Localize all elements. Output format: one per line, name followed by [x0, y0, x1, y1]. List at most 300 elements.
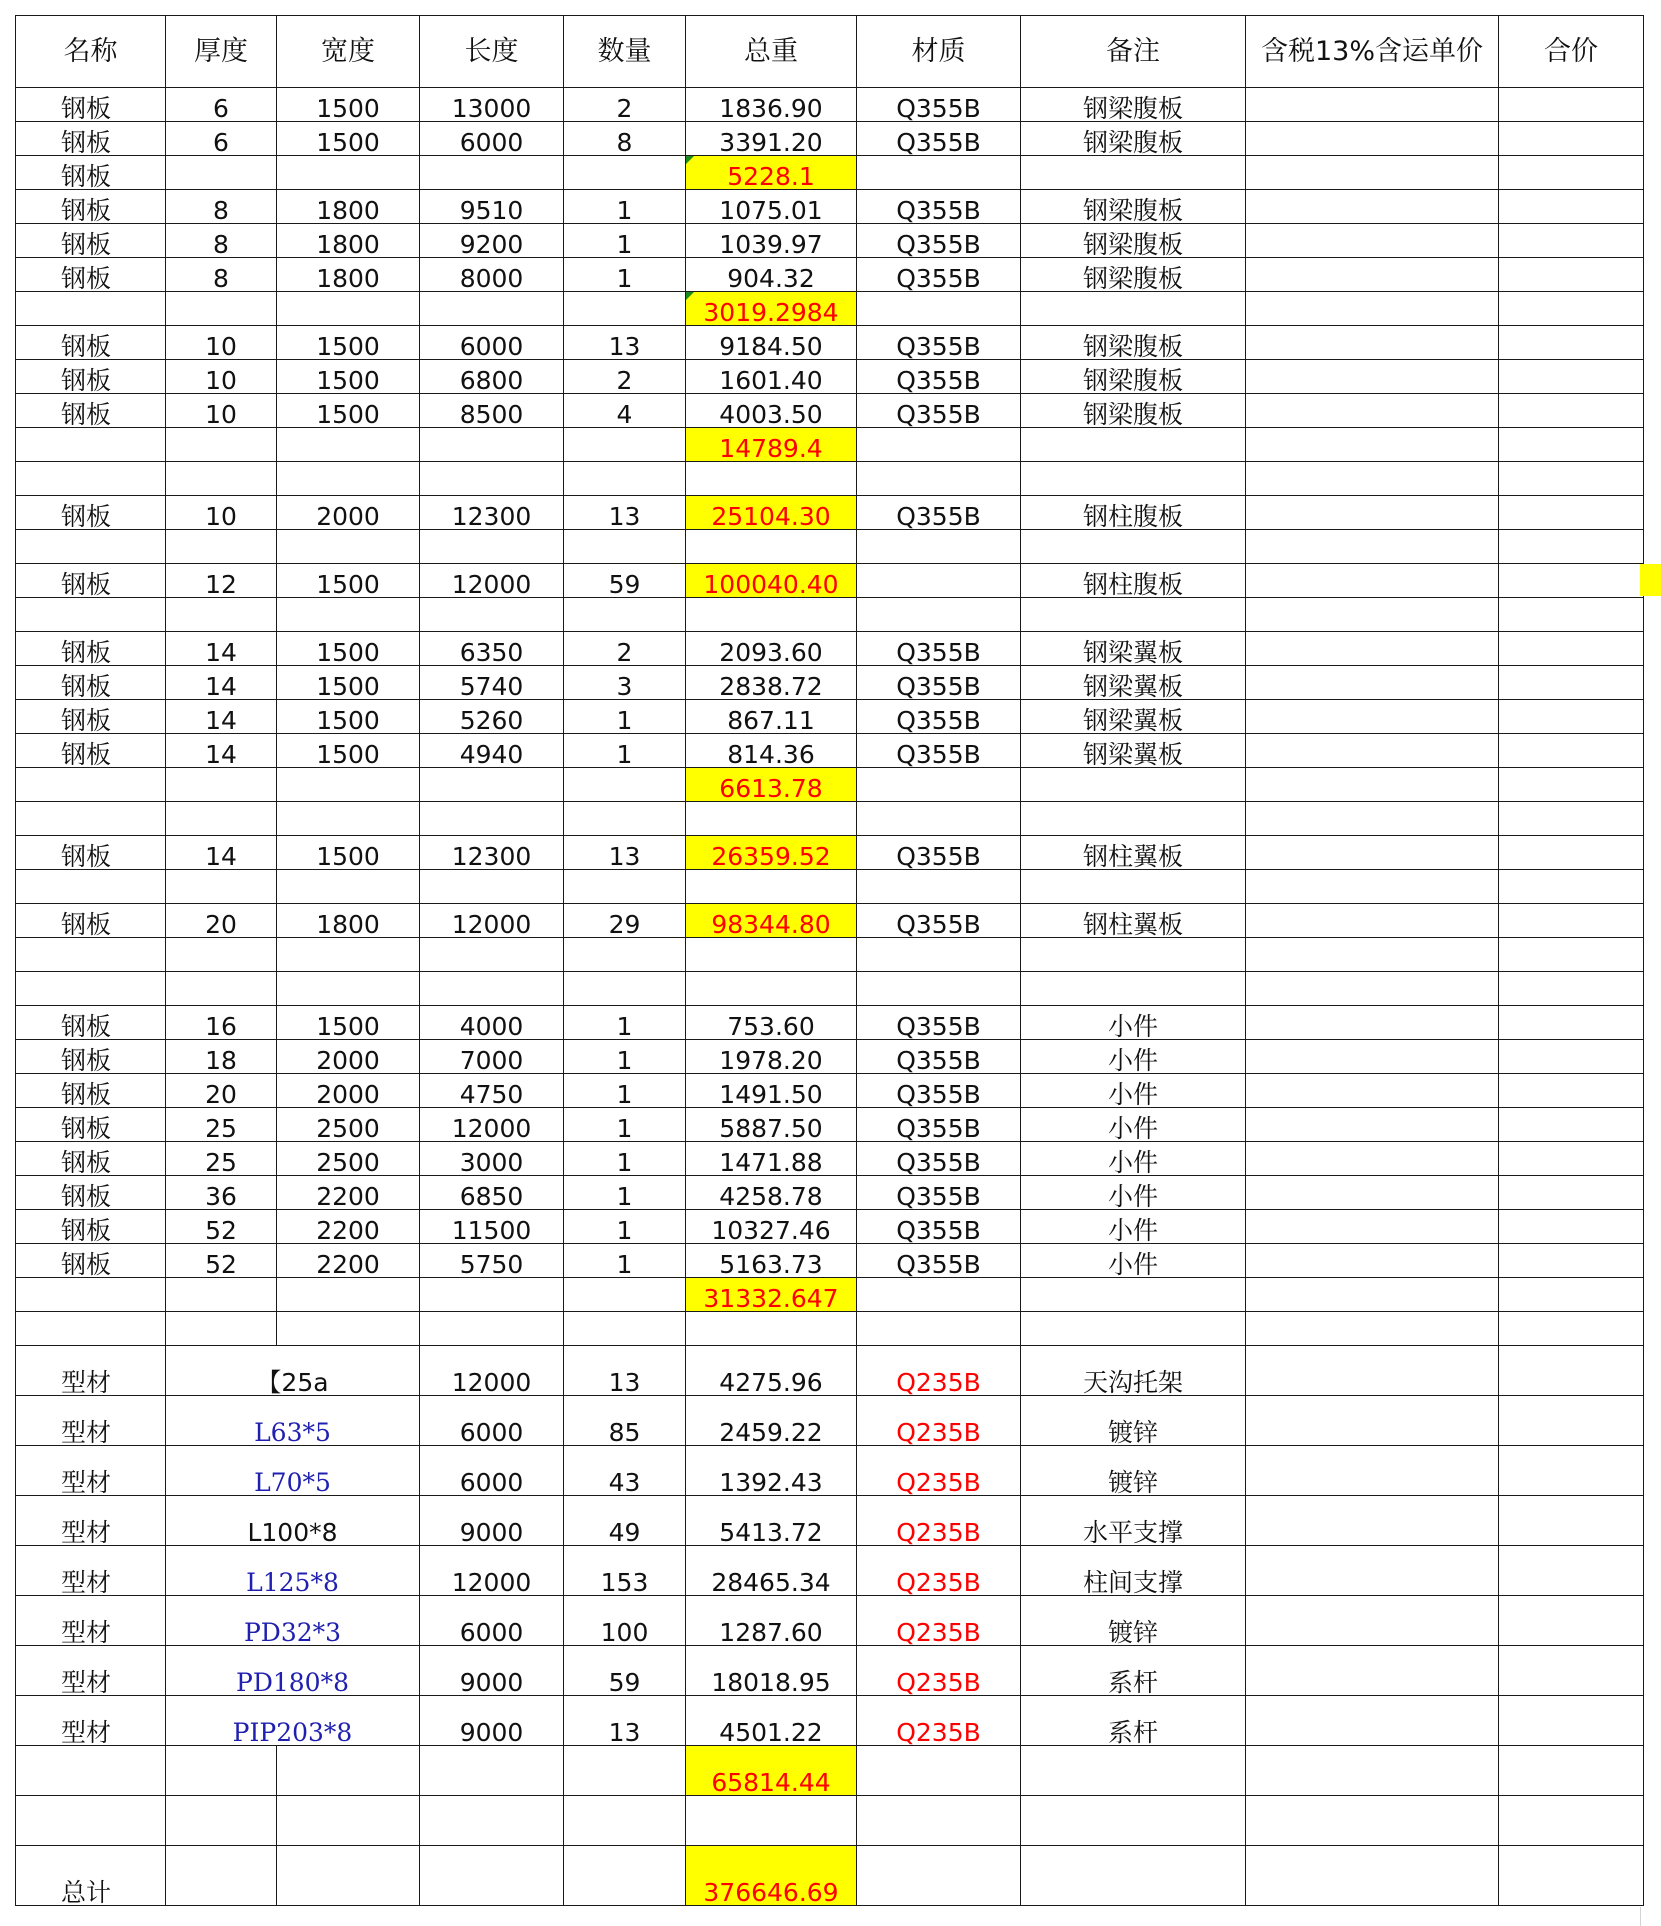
name-cell[interactable]: 钢板: [16, 1074, 166, 1108]
name-cell[interactable]: 钢板: [16, 496, 166, 530]
unit-price-cell[interactable]: [1246, 1596, 1499, 1646]
note-cell[interactable]: 镀锌: [1021, 1596, 1246, 1646]
name-cell[interactable]: 钢板: [16, 156, 166, 190]
material-cell[interactable]: Q235B: [857, 1696, 1021, 1746]
empty-cell[interactable]: [166, 802, 277, 836]
name-cell[interactable]: 型材: [16, 1596, 166, 1646]
total-price-cell[interactable]: [1499, 1210, 1644, 1244]
empty-cell[interactable]: [1499, 462, 1644, 496]
header-cell[interactable]: 含税13%含运单价: [1246, 16, 1499, 88]
unit-price-cell[interactable]: [1246, 496, 1499, 530]
name-cell[interactable]: [16, 768, 166, 802]
unit-price-cell[interactable]: [1246, 734, 1499, 768]
empty-cell[interactable]: [686, 870, 857, 904]
name-cell[interactable]: 钢板: [16, 1176, 166, 1210]
unit-price-cell[interactable]: [1246, 666, 1499, 700]
empty-cell[interactable]: [277, 292, 420, 326]
unit-price-cell[interactable]: [1246, 904, 1499, 938]
empty-cell[interactable]: [686, 462, 857, 496]
note-cell[interactable]: 小件: [1021, 1210, 1246, 1244]
empty-cell[interactable]: [1021, 768, 1246, 802]
quantity-cell[interactable]: 1: [564, 1040, 686, 1074]
empty-cell[interactable]: [16, 530, 166, 564]
name-cell[interactable]: 钢板: [16, 190, 166, 224]
width-cell[interactable]: 1500: [277, 122, 420, 156]
thickness-cell[interactable]: 14: [166, 836, 277, 870]
empty-cell[interactable]: [166, 870, 277, 904]
length-cell[interactable]: 12000: [420, 564, 564, 598]
empty-cell[interactable]: [1021, 462, 1246, 496]
empty-cell[interactable]: [686, 972, 857, 1006]
weight-cell[interactable]: 1075.01: [686, 190, 857, 224]
weight-cell[interactable]: 2093.60: [686, 632, 857, 666]
material-cell[interactable]: Q355B: [857, 88, 1021, 122]
header-cell[interactable]: 长度: [420, 16, 564, 88]
weight-cell[interactable]: 98344.80: [686, 904, 857, 938]
empty-cell[interactable]: [1499, 1796, 1644, 1846]
width-cell[interactable]: 2200: [277, 1210, 420, 1244]
unit-price-cell[interactable]: [1246, 1696, 1499, 1746]
empty-cell[interactable]: [16, 1312, 166, 1346]
unit-price-cell[interactable]: [1246, 1646, 1499, 1696]
empty-cell[interactable]: [166, 768, 277, 802]
total-price-cell[interactable]: [1499, 88, 1644, 122]
note-cell[interactable]: 钢梁翼板: [1021, 666, 1246, 700]
length-cell[interactable]: 9000: [420, 1696, 564, 1746]
weight-cell[interactable]: 2459.22: [686, 1396, 857, 1446]
note-cell[interactable]: 小件: [1021, 1074, 1246, 1108]
quantity-cell[interactable]: 13: [564, 326, 686, 360]
width-cell[interactable]: 1500: [277, 394, 420, 428]
empty-cell[interactable]: [277, 972, 420, 1006]
total-price-cell[interactable]: [1499, 632, 1644, 666]
total-price-cell[interactable]: [1499, 564, 1644, 598]
empty-cell[interactable]: [420, 598, 564, 632]
length-cell[interactable]: 9510: [420, 190, 564, 224]
length-cell[interactable]: 4940: [420, 734, 564, 768]
empty-cell[interactable]: [857, 1312, 1021, 1346]
total-price-cell[interactable]: [1499, 836, 1644, 870]
unit-price-cell[interactable]: [1246, 394, 1499, 428]
empty-cell[interactable]: [1246, 768, 1499, 802]
empty-cell[interactable]: [857, 938, 1021, 972]
quantity-cell[interactable]: 4: [564, 394, 686, 428]
empty-cell[interactable]: [277, 1846, 420, 1906]
empty-cell[interactable]: [16, 870, 166, 904]
empty-cell[interactable]: [420, 1746, 564, 1796]
name-cell[interactable]: 钢板: [16, 1006, 166, 1040]
material-cell[interactable]: Q355B: [857, 632, 1021, 666]
name-cell[interactable]: 钢板: [16, 700, 166, 734]
empty-cell[interactable]: [564, 156, 686, 190]
length-cell[interactable]: 3000: [420, 1142, 564, 1176]
material-cell[interactable]: Q355B: [857, 122, 1021, 156]
empty-cell[interactable]: [1021, 156, 1246, 190]
header-cell[interactable]: 名称: [16, 16, 166, 88]
name-cell[interactable]: 型材: [16, 1646, 166, 1696]
empty-cell[interactable]: [277, 1312, 420, 1346]
note-cell[interactable]: 钢梁腹板: [1021, 258, 1246, 292]
length-cell[interactable]: 4750: [420, 1074, 564, 1108]
note-cell[interactable]: 钢梁腹板: [1021, 224, 1246, 258]
unit-price-cell[interactable]: [1246, 258, 1499, 292]
note-cell[interactable]: 钢梁腹板: [1021, 326, 1246, 360]
empty-cell[interactable]: [1021, 972, 1246, 1006]
width-cell[interactable]: 1500: [277, 564, 420, 598]
spec-cell[interactable]: L125*8: [166, 1546, 420, 1596]
material-cell[interactable]: Q355B: [857, 258, 1021, 292]
width-cell[interactable]: 2000: [277, 1074, 420, 1108]
empty-cell[interactable]: [1499, 156, 1644, 190]
total-price-cell[interactable]: [1499, 1446, 1644, 1496]
length-cell[interactable]: 6000: [420, 1596, 564, 1646]
unit-price-cell[interactable]: [1246, 224, 1499, 258]
total-price-cell[interactable]: [1499, 224, 1644, 258]
weight-cell[interactable]: 4258.78: [686, 1176, 857, 1210]
length-cell[interactable]: 12000: [420, 1346, 564, 1396]
empty-cell[interactable]: [16, 802, 166, 836]
total-price-cell[interactable]: [1499, 700, 1644, 734]
empty-cell[interactable]: [1499, 1312, 1644, 1346]
empty-cell[interactable]: [166, 938, 277, 972]
empty-cell[interactable]: [857, 598, 1021, 632]
empty-cell[interactable]: [1246, 802, 1499, 836]
empty-cell[interactable]: [564, 802, 686, 836]
thickness-cell[interactable]: 20: [166, 904, 277, 938]
total-price-cell[interactable]: [1499, 1596, 1644, 1646]
weight-cell[interactable]: 1836.90: [686, 88, 857, 122]
empty-cell[interactable]: [1246, 156, 1499, 190]
unit-price-cell[interactable]: [1246, 1546, 1499, 1596]
empty-cell[interactable]: [277, 768, 420, 802]
weight-cell[interactable]: 1471.88: [686, 1142, 857, 1176]
total-price-cell[interactable]: [1499, 1108, 1644, 1142]
empty-cell[interactable]: [277, 1278, 420, 1312]
width-cell[interactable]: 2500: [277, 1108, 420, 1142]
total-price-cell[interactable]: [1499, 1040, 1644, 1074]
empty-cell[interactable]: [1021, 598, 1246, 632]
length-cell[interactable]: 7000: [420, 1040, 564, 1074]
thickness-cell[interactable]: 20: [166, 1074, 277, 1108]
empty-cell[interactable]: [857, 462, 1021, 496]
quantity-cell[interactable]: 8: [564, 122, 686, 156]
thickness-cell[interactable]: 14: [166, 700, 277, 734]
thickness-cell[interactable]: 10: [166, 394, 277, 428]
empty-cell[interactable]: [166, 598, 277, 632]
length-cell[interactable]: 12000: [420, 1546, 564, 1596]
empty-cell[interactable]: [686, 1796, 857, 1846]
note-cell[interactable]: 钢柱翼板: [1021, 836, 1246, 870]
empty-cell[interactable]: [420, 1846, 564, 1906]
material-cell[interactable]: Q355B: [857, 1006, 1021, 1040]
name-cell[interactable]: 钢板: [16, 1244, 166, 1278]
empty-cell[interactable]: [1499, 870, 1644, 904]
empty-cell[interactable]: [1021, 428, 1246, 462]
empty-cell[interactable]: [564, 972, 686, 1006]
material-cell[interactable]: Q235B: [857, 1546, 1021, 1596]
note-cell[interactable]: 钢梁翼板: [1021, 700, 1246, 734]
length-cell[interactable]: 9200: [420, 224, 564, 258]
spec-cell[interactable]: PIP203*8: [166, 1696, 420, 1746]
total-price-cell[interactable]: [1499, 1074, 1644, 1108]
thickness-cell[interactable]: 10: [166, 496, 277, 530]
total-price-cell[interactable]: [1499, 1244, 1644, 1278]
width-cell[interactable]: 1500: [277, 326, 420, 360]
empty-cell[interactable]: [1246, 1746, 1499, 1796]
name-cell[interactable]: 型材: [16, 1496, 166, 1546]
unit-price-cell[interactable]: [1246, 1006, 1499, 1040]
name-cell[interactable]: 钢板: [16, 1040, 166, 1074]
width-cell[interactable]: 1500: [277, 1006, 420, 1040]
unit-price-cell[interactable]: [1246, 122, 1499, 156]
empty-cell[interactable]: [277, 462, 420, 496]
length-cell[interactable]: 5260: [420, 700, 564, 734]
weight-cell[interactable]: 100040.40: [686, 564, 857, 598]
note-cell[interactable]: 天沟托架: [1021, 1346, 1246, 1396]
quantity-cell[interactable]: 1: [564, 700, 686, 734]
thickness-cell[interactable]: 8: [166, 190, 277, 224]
note-cell[interactable]: 水平支撑: [1021, 1496, 1246, 1546]
empty-cell[interactable]: [277, 598, 420, 632]
name-cell[interactable]: 钢板: [16, 1142, 166, 1176]
weight-cell[interactable]: 3391.20: [686, 122, 857, 156]
name-cell[interactable]: 钢板: [16, 666, 166, 700]
material-cell[interactable]: Q355B: [857, 904, 1021, 938]
empty-cell[interactable]: [166, 292, 277, 326]
empty-cell[interactable]: [1499, 1278, 1644, 1312]
weight-cell[interactable]: 1039.97: [686, 224, 857, 258]
quantity-cell[interactable]: 59: [564, 564, 686, 598]
total-price-cell[interactable]: [1499, 666, 1644, 700]
unit-price-cell[interactable]: [1246, 632, 1499, 666]
empty-cell[interactable]: [1499, 1846, 1644, 1906]
empty-cell[interactable]: [857, 292, 1021, 326]
empty-cell[interactable]: [1021, 1312, 1246, 1346]
unit-price-cell[interactable]: [1246, 1040, 1499, 1074]
unit-price-cell[interactable]: [1246, 1244, 1499, 1278]
unit-price-cell[interactable]: [1246, 1108, 1499, 1142]
empty-cell[interactable]: [1246, 1312, 1499, 1346]
length-cell[interactable]: 6800: [420, 360, 564, 394]
length-cell[interactable]: 6000: [420, 1396, 564, 1446]
material-cell[interactable]: Q355B: [857, 1244, 1021, 1278]
empty-cell[interactable]: [686, 598, 857, 632]
name-cell[interactable]: 钢板: [16, 326, 166, 360]
name-cell[interactable]: 钢板: [16, 632, 166, 666]
empty-cell[interactable]: [857, 1746, 1021, 1796]
note-cell[interactable]: 柱间支撑: [1021, 1546, 1246, 1596]
empty-cell[interactable]: [857, 1278, 1021, 1312]
thickness-cell[interactable]: 25: [166, 1142, 277, 1176]
header-cell[interactable]: 数量: [564, 16, 686, 88]
empty-cell[interactable]: [857, 802, 1021, 836]
weight-cell[interactable]: 867.11: [686, 700, 857, 734]
material-cell[interactable]: Q355B: [857, 1176, 1021, 1210]
quantity-cell[interactable]: 1: [564, 224, 686, 258]
quantity-cell[interactable]: 1: [564, 734, 686, 768]
empty-cell[interactable]: [686, 1312, 857, 1346]
length-cell[interactable]: 12000: [420, 1108, 564, 1142]
length-cell[interactable]: 13000: [420, 88, 564, 122]
material-cell[interactable]: Q235B: [857, 1396, 1021, 1446]
unit-price-cell[interactable]: [1246, 360, 1499, 394]
total-price-cell[interactable]: [1499, 1396, 1644, 1446]
weight-cell[interactable]: 2838.72: [686, 666, 857, 700]
empty-cell[interactable]: [1246, 1278, 1499, 1312]
material-cell[interactable]: Q355B: [857, 734, 1021, 768]
quantity-cell[interactable]: 1: [564, 1074, 686, 1108]
note-cell[interactable]: 钢梁腹板: [1021, 394, 1246, 428]
empty-cell[interactable]: [564, 292, 686, 326]
empty-cell[interactable]: [1246, 1846, 1499, 1906]
total-price-cell[interactable]: [1499, 326, 1644, 360]
width-cell[interactable]: 1800: [277, 224, 420, 258]
material-cell[interactable]: Q355B: [857, 1040, 1021, 1074]
name-cell[interactable]: 钢板: [16, 122, 166, 156]
name-cell[interactable]: 型材: [16, 1696, 166, 1746]
quantity-cell[interactable]: 2: [564, 360, 686, 394]
empty-cell[interactable]: [166, 156, 277, 190]
empty-cell[interactable]: [564, 530, 686, 564]
name-cell[interactable]: 钢板: [16, 360, 166, 394]
weight-cell[interactable]: 18018.95: [686, 1646, 857, 1696]
quantity-cell[interactable]: 1: [564, 1244, 686, 1278]
empty-cell[interactable]: [564, 462, 686, 496]
total-price-cell[interactable]: [1499, 904, 1644, 938]
quantity-cell[interactable]: 1: [564, 1210, 686, 1244]
empty-cell[interactable]: [166, 1278, 277, 1312]
spec-cell[interactable]: L63*5: [166, 1396, 420, 1446]
note-cell[interactable]: 钢梁腹板: [1021, 190, 1246, 224]
empty-cell[interactable]: [277, 428, 420, 462]
empty-cell[interactable]: [1021, 870, 1246, 904]
length-cell[interactable]: 4000: [420, 1006, 564, 1040]
empty-cell[interactable]: [1021, 1278, 1246, 1312]
empty-cell[interactable]: [1499, 768, 1644, 802]
total-price-cell[interactable]: [1499, 1176, 1644, 1210]
empty-cell[interactable]: [857, 972, 1021, 1006]
width-cell[interactable]: 1500: [277, 734, 420, 768]
subtotal-cell[interactable]: 31332.647: [686, 1278, 857, 1312]
material-cell[interactable]: Q355B: [857, 1108, 1021, 1142]
empty-cell[interactable]: [1246, 972, 1499, 1006]
thickness-cell[interactable]: 14: [166, 632, 277, 666]
empty-cell[interactable]: [564, 428, 686, 462]
empty-cell[interactable]: [420, 972, 564, 1006]
name-cell[interactable]: 型材: [16, 1396, 166, 1446]
material-cell[interactable]: Q355B: [857, 360, 1021, 394]
empty-cell[interactable]: [1246, 428, 1499, 462]
total-price-cell[interactable]: [1499, 734, 1644, 768]
empty-cell[interactable]: [857, 768, 1021, 802]
note-cell[interactable]: 小件: [1021, 1108, 1246, 1142]
empty-cell[interactable]: [564, 1746, 686, 1796]
name-cell[interactable]: [16, 428, 166, 462]
name-cell[interactable]: [16, 292, 166, 326]
header-cell[interactable]: 备注: [1021, 16, 1246, 88]
empty-cell[interactable]: [277, 938, 420, 972]
empty-cell[interactable]: [16, 598, 166, 632]
width-cell[interactable]: 2200: [277, 1244, 420, 1278]
spec-cell[interactable]: L100*8: [166, 1496, 420, 1546]
empty-cell[interactable]: [420, 802, 564, 836]
empty-cell[interactable]: [1499, 802, 1644, 836]
note-cell[interactable]: 小件: [1021, 1244, 1246, 1278]
empty-cell[interactable]: [564, 1846, 686, 1906]
empty-cell[interactable]: [1246, 462, 1499, 496]
empty-cell[interactable]: [420, 428, 564, 462]
quantity-cell[interactable]: 2: [564, 632, 686, 666]
note-cell[interactable]: 小件: [1021, 1040, 1246, 1074]
unit-price-cell[interactable]: [1246, 1074, 1499, 1108]
subtotal-cell[interactable]: 6613.78: [686, 768, 857, 802]
empty-cell[interactable]: [564, 1312, 686, 1346]
empty-cell[interactable]: [1246, 598, 1499, 632]
total-label-cell[interactable]: 总计: [16, 1846, 166, 1906]
total-price-cell[interactable]: [1499, 1696, 1644, 1746]
name-cell[interactable]: 钢板: [16, 734, 166, 768]
header-cell[interactable]: 材质: [857, 16, 1021, 88]
material-cell[interactable]: Q235B: [857, 1346, 1021, 1396]
empty-cell[interactable]: [277, 156, 420, 190]
note-cell[interactable]: 钢柱翼板: [1021, 904, 1246, 938]
empty-cell[interactable]: [1246, 1796, 1499, 1846]
quantity-cell[interactable]: 1: [564, 190, 686, 224]
empty-cell[interactable]: [420, 768, 564, 802]
name-cell[interactable]: 钢板: [16, 88, 166, 122]
quantity-cell[interactable]: 29: [564, 904, 686, 938]
empty-cell[interactable]: [166, 1746, 277, 1796]
grand-total-cell[interactable]: 376646.69: [686, 1846, 857, 1906]
empty-cell[interactable]: [277, 802, 420, 836]
quantity-cell[interactable]: 153: [564, 1546, 686, 1596]
empty-cell[interactable]: [166, 1312, 277, 1346]
material-cell[interactable]: Q355B: [857, 496, 1021, 530]
note-cell[interactable]: 钢柱腹板: [1021, 564, 1246, 598]
unit-price-cell[interactable]: [1246, 836, 1499, 870]
empty-cell[interactable]: [686, 938, 857, 972]
empty-cell[interactable]: [564, 938, 686, 972]
thickness-cell[interactable]: 52: [166, 1210, 277, 1244]
empty-cell[interactable]: [16, 972, 166, 1006]
note-cell[interactable]: 镀锌: [1021, 1446, 1246, 1496]
unit-price-cell[interactable]: [1246, 700, 1499, 734]
material-cell[interactable]: Q355B: [857, 1210, 1021, 1244]
name-cell[interactable]: 型材: [16, 1446, 166, 1496]
thickness-cell[interactable]: 36: [166, 1176, 277, 1210]
quantity-cell[interactable]: 100: [564, 1596, 686, 1646]
width-cell[interactable]: 1500: [277, 632, 420, 666]
thickness-cell[interactable]: 6: [166, 122, 277, 156]
width-cell[interactable]: 1500: [277, 88, 420, 122]
spec-cell[interactable]: PD180*8: [166, 1646, 420, 1696]
thickness-cell[interactable]: 10: [166, 326, 277, 360]
empty-cell[interactable]: [857, 1846, 1021, 1906]
empty-cell[interactable]: [1021, 292, 1246, 326]
width-cell[interactable]: 1500: [277, 700, 420, 734]
note-cell[interactable]: 钢梁翼板: [1021, 734, 1246, 768]
note-cell[interactable]: 系杆: [1021, 1696, 1246, 1746]
empty-cell[interactable]: [1021, 802, 1246, 836]
empty-cell[interactable]: [1499, 972, 1644, 1006]
overflow-highlight-cell[interactable]: [1640, 564, 1661, 596]
weight-cell[interactable]: 753.60: [686, 1006, 857, 1040]
length-cell[interactable]: 6000: [420, 1446, 564, 1496]
thickness-cell[interactable]: 10: [166, 360, 277, 394]
weight-cell[interactable]: 28465.34: [686, 1546, 857, 1596]
empty-cell[interactable]: [420, 156, 564, 190]
material-cell[interactable]: Q235B: [857, 1596, 1021, 1646]
